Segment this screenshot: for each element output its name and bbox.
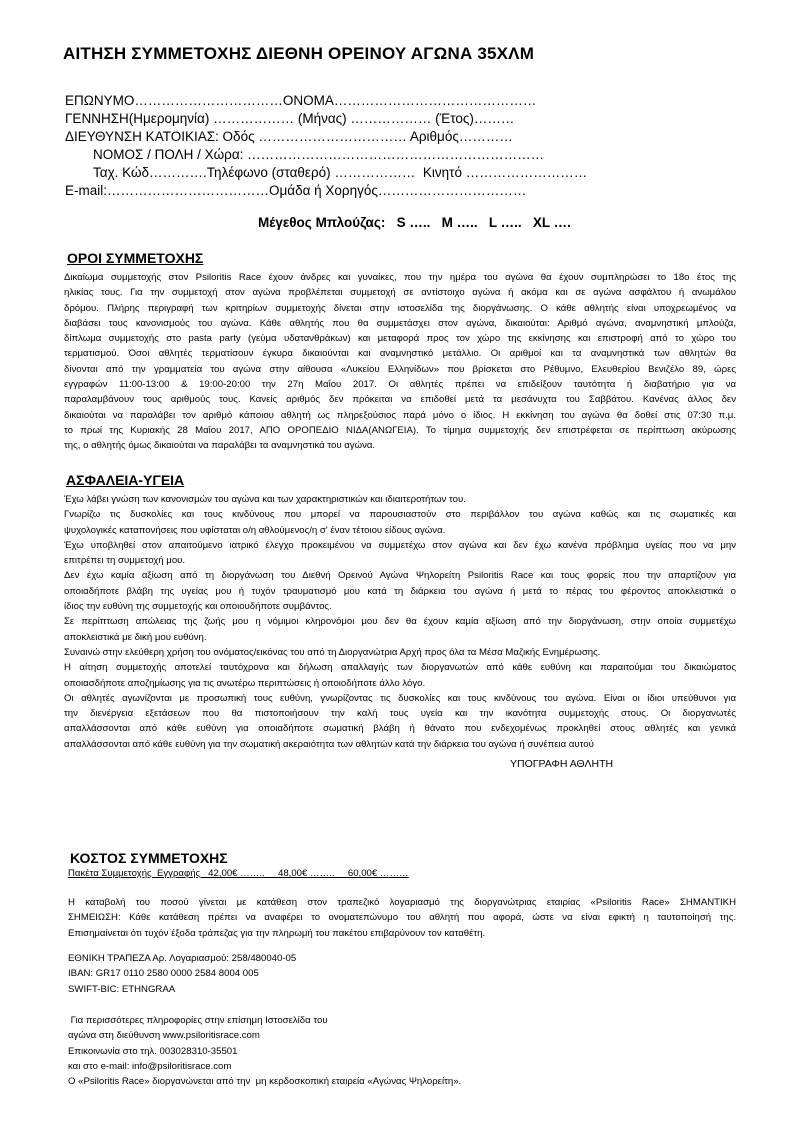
health-line: Συναινώ στην ελεύθερη χρήση του ονόματος/εικόνας του από τη Διοργανώτρια Αρχή προς όλα τα Μέσα Μαζικής Ενημέρωσης. [64, 646, 601, 658]
info-line: Επικοινωνία στο τηλ. 003028310-35501 [68, 1045, 238, 1057]
terms-line: της, ο αθλητής όμως δικαιούται να παραλάβει τα αναμνηστικά του αγώνα. [64, 440, 376, 452]
email-team-sponsor-field-line[interactable]: E-mail:………………………………Ομάδα ή Χορηγός…………………………… [65, 183, 527, 198]
health-line: Οι αθλητές αγωνίζονται με προσωπική τους ευθύνη, γνωρίζοντας τις δυσκολίες και τους κινδύνους του αγώνα. Είναι οι ίδιοι υπεύθυνοι για [64, 692, 736, 704]
terms-line: παραλαμβάνουν τους αριθμούς τους. Κανείς αριθμός δεν πρόκειται να επιδοθεί μετά τα μεσάνυχτα του Σαββάτου. Κανένας άλλος δεν [64, 394, 736, 406]
athlete-signature-label: ΥΠΟΓΡΑΦΗ ΑΘΛΗΤΗ [510, 758, 614, 770]
payment-line: ΣΗΜΕΙΩΣΗ: Κάθε κατάθεση πρέπει να αναφέρει το ονοματεπώνυμο του αθλητή που αφορά, ώστε να είναι εφικτή η ταυτοποίησή της. [68, 912, 736, 924]
terms-line: δρόμου. Πλήρης περιγραφή των κριτηρίων συμμετοχής δίνεται στην ιστοσελίδα της διοργάνωσης. Ο κάθε αθλητής είναι υποχρεωμένος να [64, 302, 736, 314]
payment-line: Η καταβολή του ποσού γίνεται με κατάθεση στον τραπεζικό λογαριασμό της διοργανώτριας εταιρίας «Psiloritis Race» ΣΗΜΑΝΤΙΚΗ [68, 897, 736, 908]
region-city-country-field-line[interactable]: ΝΟΜΟΣ / ΠΟΛΗ / Χώρα: ………………………………………………………… [93, 147, 545, 162]
info-line: αγώνα στη διεύθυνση www.psiloritisrace.com [68, 1030, 260, 1042]
bank-line: SWIFT-BIC: ETHNGRAA [68, 983, 176, 995]
health-line: επιτρέπει τη συμμετοχή μου. [64, 555, 186, 567]
health-safety-heading: ΑΣΦΑΛΕΙΑ-ΥΓΕΙΑ [66, 472, 185, 488]
health-line: ίδιος την ευθύνη της συμμετοχής και οποιουδήποτε συμβάντος. [64, 601, 332, 613]
shirt-size-selection[interactable]: Μέγεθος Μπλούζας: S ….. M ….. L ….. XL …. [258, 215, 571, 230]
health-safety-paragraph [64, 492, 736, 752]
payment-paragraph [68, 895, 736, 941]
contact-info [68, 1013, 461, 1089]
health-line: απαλλάσσονται από κάθε ευθύνη για την σωματική ακεραιότητα των αθλητών κατά την διάρκεια του αγώνα ή συνέπεια αυτού [64, 738, 594, 750]
health-line: αποκλειστικά με δική μου ευθύνη. [64, 631, 207, 643]
health-line: απαλλάσσονται από κάθε ευθύνη για οποιαδήποτε σωματική βλάβη ή θάνατο που ενδεχομένως προκληθεί στους αθλητές και γενικά [64, 723, 736, 735]
terms-line: ηλικίας τους. Για την συμμετοχή στον αγώνα προβλέπεται συμμετοχή σε αντίστοιχο αγώνα ή ακόμα και σε αγώνα ασφάλτου ή ανωμάλου [64, 287, 736, 299]
health-line: Σε περίπτωση απώλειας της ζωής μου η νόμιμοι κληρονόμοι μου δεν θα έχουν καμία αξίωση από την διοργάνωση, στην οποία συμμετέχω [64, 616, 736, 628]
health-line: Έχω υποβληθεί στον απαιτούμενο ιατρικό έλεγχο προκειμένου να συμμετέχω στον αγώνα και δεν έχω κανένα πρόβλημα υγείας που να μην [64, 539, 736, 551]
terms-line: εγγραφών 11:00-13:00 & 19:00-20:00 την 27η Μαΐου 2017. Οι αθλητές πρέπει να επιδείξουν ταυτότητα ή διαβατήριο για να [64, 379, 736, 391]
health-line: Έχω λάβει γνώση των κανονισμών του αγώνα και των χαρακτηριστικών και ιδιαιτεροτήτων του. [64, 494, 466, 505]
health-line: οποιασδήποτε αποζημίωσης για τις ανωτέρω περιπτώσεις ή οποιοδήποτε άλλο λόγο. [64, 677, 426, 689]
health-line: την διενέργεια εξετάσεων που θα πιστοποιήσουν την καλή τους υγεία και την ικανότητα συμμετοχής στους. Οι διοργανωτές [64, 708, 736, 720]
bank-line: IBAN: GR17 0110 2580 0000 2584 8004 005 [68, 968, 259, 980]
health-line: ψυχολογικές καταπονήσεις που υφίσταται ο/η αθλούμενος/η σ' έναν τέτοιου είδους αγώνα. [64, 524, 446, 536]
terms-line: τερματισμού. Όσοι αθλητές τερματίσουν έγκυρα δικαιούνται και αναμνηστικό μετάλλιο. Οι αριθμοί και τα αναμνηστικά των αθλητών θα [64, 348, 736, 360]
health-line: Δεν έχω καμία αξίωση από τη διοργάνωση του Διεθνή Ορεινού Αγώνα Ψηλορείτη Psiloritis Race και τους φορείς που την απαρτίζουν για [64, 570, 736, 582]
address-label: ΔΙΕΥΘΥΝΣΗ ΚΑΤΟΙΚΙΑΣ: Οδός [65, 129, 255, 144]
terms-line: το πρωί της Κυριακής 28 Μαΐου 2017, ΑΠΟ ΟΡΟΠΕΔΙΟ ΝΙΔΑ(ΑΝΩΓΕΙΑ). Το τίμημα συμμετοχής δεν επιστρέφεται σε περίπτωση ακύρωσης [64, 424, 736, 436]
postcode-phone-field-line[interactable]: Ταχ. Κώδ………….Τηλέφωνο (σταθερό) ……………… Κινητό ……………………… [93, 165, 588, 180]
birthdate-field-line[interactable]: ΓΕΝΝΗΣΗ(Ημερομηνία) ……………… (Μήνας) ……………… (Έτος)……… [65, 111, 515, 126]
payment-line: Επισημαίνεται ότι τυχόν έξοδα τράπεζας για την πληρωμή του πακέτου επιβαρύνουν τον καταθέτη. [68, 927, 486, 939]
terms-line: δίπλωμα συμμετοχής στο pasta party (γεύμα υδατανθράκων) και μεταφορά προς τον χώρο της εκκίνησης και επιστροφή από το χώρο του [64, 333, 736, 345]
bank-line: ΕΘΝΙΚΗ ΤΡΑΠΕΖΑ Αρ. Λογαριασμού: 258/480040-05 [68, 953, 297, 964]
address-number-field[interactable]: …………………………… Αριθμός………… [254, 129, 513, 144]
terms-heading: ΟΡΟΙ ΣΥΜΜΕΤΟΧΗΣ [67, 250, 204, 266]
packages-line: Πακέτα Συμμετοχής Εγγραφής 42,00€ …….. 48,00€ …….. 60,00€ ……… [68, 868, 409, 879]
health-line: οποιαδήποτε βλάβη της υγείας μου ή τυχόν τραυματισμό μου κατά τη διάρκεια του αγώνα ή μετά το πέρας του φέροντος αποκλειστικά ο [64, 585, 736, 597]
info-line: και στο e-mail: info@psiloritisrace.com [68, 1060, 232, 1072]
cost-heading: ΚΟΣΤΟΣ ΣΥΜΜΕΤΟΧΗΣ [70, 850, 228, 866]
terms-line: διαβάσει τους κανονισμούς του αγώνα. Κάθε αθλητής που θα συμμετάσχει στον αγώνα, δικαιούται: Αριθμό αγώνα, αναμνηστική μπλούζα, [64, 317, 736, 329]
terms-line: δίνονται από την γραμματεία του αγώνα στην αίθουσα «Λυκείου Ελληνίδων» που βρίσκεται στο Ρέθυμνο, Ελευθερίου Βενιζέλο 89, ώρες [64, 363, 736, 375]
health-line: Γνωρίζω τις δυσκολίες και τους κινδύνους που μπορεί να παρουσιαστούν στο περιβάλλον του αγώνα καθώς και τις σωματικές και [64, 509, 736, 521]
page-title: ΑΙΤΗΣΗ ΣΥΜΜΕΤΟΧΗΣ ΔΙΕΘΝΗ ΟΡΕΙΝΟΥ ΑΓΩΝΑ 35ΧΛΜ [63, 44, 535, 63]
terms-line: δικαιούται να παραλάβει τον αριθμό κάποιου αθλητή ως πληρεξούσιος παρά μόνο ο ίδιος. Η εκκίνηση του αγώνα θα δοθεί στις 07:30 π.μ. [64, 409, 736, 421]
address-field-line[interactable] [65, 129, 513, 144]
info-line: Για περισσότερες πληροφορίες στην επίσημη Ιστοσελίδα του [68, 1015, 328, 1026]
info-line: Ο «Psiloritis Race» διοργανώνεται από την μη κερδοσκοπική εταιρεία «Αγώνας Ψηλορείτη». [68, 1076, 462, 1088]
health-line: Η αίτηση συμμετοχής αποτελεί ταυτόχρονα και δήλωση απαλλαγής των διοργανωτών από κάθε ευθύνη και παραιτούμαι του δικαιώματος [64, 662, 736, 674]
terms-line: Δικαίωμα συμμετοχής στον Psiloritis Race έχουν άνδρες και γυναίκες, που την ημέρα του αγώνα θα έχουν συμπληρώσει το 18ο έτος της [64, 272, 736, 283]
terms-paragraph [64, 270, 736, 454]
surname-name-field-line[interactable]: ΕΠΩΝΥΜΟ……………………………ΟΝΟΜΑ……………………………………… [65, 93, 537, 108]
bank-details [68, 951, 296, 997]
